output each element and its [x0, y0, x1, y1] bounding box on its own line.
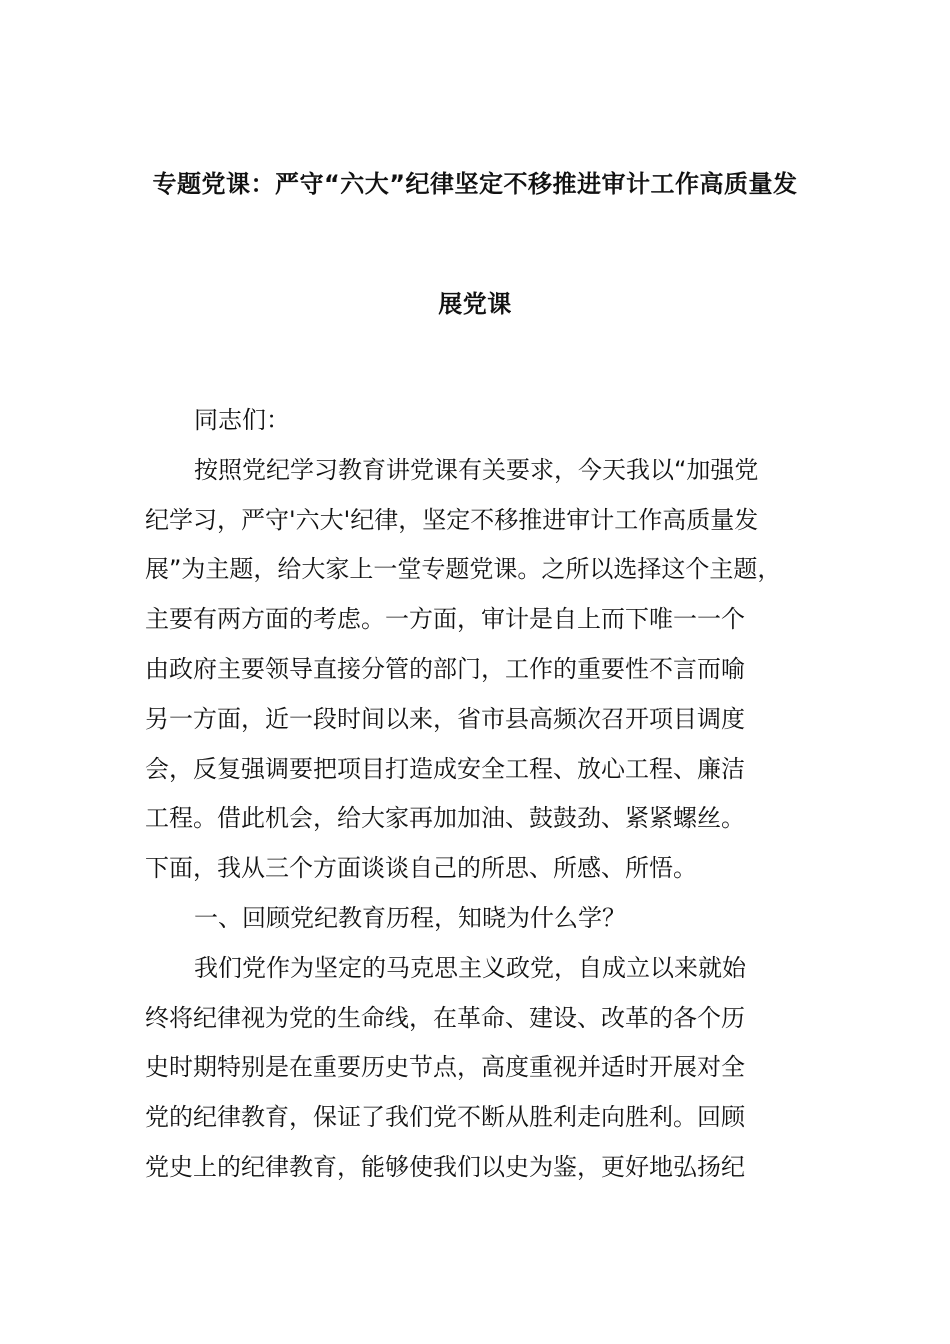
body-line: 史时期特别是在重要历史节点，高度重视并适时开展对全: [145, 1053, 745, 1082]
body-line: 会，反复强调要把项目打造成安全工程、放心工程、廉洁: [145, 754, 745, 783]
body-line: 由政府主要领导直接分管的部门，工作的重要性不言而喻: [145, 654, 745, 683]
body-line: 我们党作为坚定的马克思主义政党，自成立以来就始: [194, 953, 746, 982]
body-line: 主要有两方面的考虑。一方面，审计是自上而下唯一一个: [145, 605, 745, 634]
body-line: 另一方面，近一段时间以来，省市县高频次召开项目调度: [145, 704, 745, 733]
body-line: 展”为主题，给大家上一堂专题党课。之所以选择这个主题，: [145, 555, 782, 584]
body-line: 党史上的纪律教育，能够使我们以史为鉴，更好地弘扬纪: [145, 1152, 745, 1181]
salutation: 同志们：: [194, 406, 290, 434]
document-title-line-2: 展党课: [438, 290, 512, 318]
body-line: 按照党纪学习教育讲党课有关要求，今天我以“加强党: [194, 455, 759, 484]
body-line: 终将纪律视为党的生命线，在革命、建设、改革的各个历: [145, 1003, 745, 1032]
body-line: 下面，我从三个方面谈谈自己的所思、所感、所悟。: [145, 854, 697, 883]
body-line: 纪学习，严守'六大'纪律，坚定不移推进审计工作高质量发: [145, 505, 759, 534]
document-body: [145, 396, 835, 1193]
body-line: 党的纪律教育，保证了我们党不断从胜利走向胜利。回顾: [145, 1103, 745, 1132]
document-title-line-1: 专题党课：严守“六大”纪律坚定不移推进审计工作高质量发: [152, 170, 798, 198]
body-line: 工程。借此机会，给大家再加加油、鼓鼓劲、紧紧螺丝。: [145, 804, 745, 833]
section-heading: 一、回顾党纪教育历程，知晓为什么学？: [194, 903, 626, 932]
